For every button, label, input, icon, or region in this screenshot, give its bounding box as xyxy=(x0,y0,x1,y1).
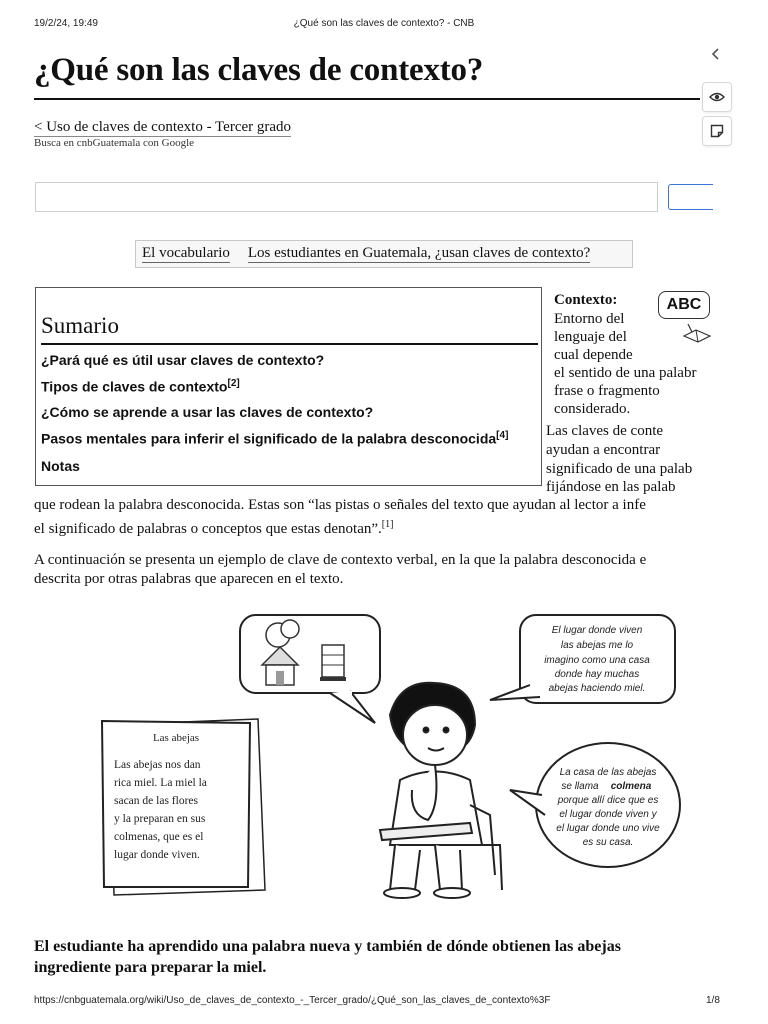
paragraph-line: fijándose en las palab xyxy=(546,479,676,495)
bubble-text: el lugar donde uno vive xyxy=(556,823,660,834)
page-title: ¿Qué son las claves de contexto? xyxy=(34,52,484,88)
bubble-text: imagino como una casa xyxy=(544,655,650,666)
abc-book-icon: ABC xyxy=(658,291,710,319)
definition-line: Entorno del xyxy=(554,311,625,327)
definition-term: Contexto: xyxy=(554,292,618,308)
definition-line: frase o fragmento xyxy=(554,383,660,399)
related-links-box xyxy=(135,240,633,268)
footnote-link[interactable]: [1] xyxy=(381,519,394,530)
bubble-text: las abejas me lo xyxy=(560,640,634,651)
paragraph-line: el significado de palabras o conceptos que estas denotan”.[1] xyxy=(34,519,394,537)
definition-line: lenguaje del xyxy=(554,329,627,345)
bubble-text: La casa de las abejas xyxy=(559,767,657,778)
paragraph-line: ayudan a encontrar xyxy=(546,442,661,458)
definition-line: cual depende xyxy=(554,347,633,363)
definition-line: el sentido de una palabr xyxy=(554,365,697,381)
card-line: colmenas, que es el xyxy=(114,831,204,843)
print-page-title: ¿Qué son las claves de contexto? - CNB xyxy=(293,18,475,29)
sticky-note-icon xyxy=(709,123,725,139)
note-button[interactable] xyxy=(702,116,732,146)
paragraph-line: A continuación se presenta un ejemplo de clave de contexto verbal, en la que la palabra desconocida e xyxy=(34,552,647,568)
eye-icon xyxy=(709,89,725,105)
thought-bubble xyxy=(240,615,380,723)
bubble-text: abejas haciendo miel. xyxy=(548,683,646,694)
paragraph-line: descrita por otras palabras que aparecen en el texto. xyxy=(34,571,344,587)
conclusion-line: ingrediente para preparar la miel. xyxy=(34,959,267,976)
search-input[interactable] xyxy=(35,182,658,212)
table-of-contents xyxy=(35,287,542,486)
view-button[interactable] xyxy=(702,82,732,112)
open-book-icon xyxy=(680,318,712,344)
definition-line: considerado. xyxy=(554,401,631,417)
card-line: sacan de las flores xyxy=(114,795,198,807)
speech-bubble-bottom xyxy=(510,743,680,867)
speech-bubble-top xyxy=(490,615,675,703)
conclusion-text xyxy=(34,936,712,978)
card-title: Las abejas xyxy=(152,732,200,744)
collapse-panel-button[interactable] xyxy=(702,40,730,68)
bubble-text: el lugar donde viven y xyxy=(559,809,657,820)
toc-item[interactable]: Notas xyxy=(41,458,80,474)
print-url: https://cnbguatemala.org/wiki/Uso_de_claves_de_contexto_-_Tercer_grado/¿Qué_son_las_claves_de_contexto%3F xyxy=(34,995,551,1006)
card-line: lugar donde viven. xyxy=(114,849,200,861)
card-line: Las abejas nos dan xyxy=(114,759,201,771)
toc-title: Sumario xyxy=(41,313,119,338)
title-divider xyxy=(34,98,700,100)
reading-card xyxy=(102,719,265,895)
bubble-text: se llama xyxy=(561,781,599,792)
search-hint: Busca en cnbGuatemala con Google xyxy=(34,137,195,149)
paragraph-line: que rodean la palabra desconocida. Estas son “las pistas o señales del texto que ayudan al lector a infe xyxy=(34,497,646,513)
bubble-text-highlight: colmena xyxy=(610,781,652,792)
chevron-left-icon xyxy=(708,46,724,62)
search-button[interactable] xyxy=(668,184,713,210)
beehive-icon xyxy=(320,645,346,681)
toc-item[interactable]: ¿Cómo se aprende a usar las claves de contexto? xyxy=(41,404,374,420)
bubble-text: porque allí dice que es xyxy=(557,795,659,806)
back-link[interactable]: < Uso de claves de contexto - Tercer grado xyxy=(34,119,292,135)
nav-link-estudiantes[interactable]: Los estudiantes en Guatemala, ¿usan claves de contexto? xyxy=(247,245,591,261)
toc-divider xyxy=(41,343,538,345)
toc-item[interactable]: Tipos de claves de contexto[2] xyxy=(41,378,240,395)
toc-item[interactable]: Pasos mentales para inferir el significado de la palabra desconocida[4] xyxy=(41,430,509,447)
student-figure xyxy=(380,683,502,898)
context-clue-illustration xyxy=(90,605,690,905)
toc-item[interactable]: ¿Pará qué es útil usar claves de contexto? xyxy=(41,352,325,368)
paragraph-line: significado de una palab xyxy=(546,461,693,477)
bubble-text: donde hay muchas xyxy=(554,669,640,680)
conclusion-line: El estudiante ha aprendido una palabra nueva y también de dónde obtienen las abejas xyxy=(34,938,621,955)
bubble-text: El lugar donde viven xyxy=(551,625,643,636)
print-page-number: 1/8 xyxy=(706,995,720,1006)
bubble-text: es su casa. xyxy=(582,837,634,848)
nav-link-vocabulario[interactable]: El vocabulario xyxy=(142,245,230,261)
paragraph-line: Las claves de conte xyxy=(546,423,664,439)
card-line: rica miel. La miel la xyxy=(114,777,207,789)
print-datetime: 19/2/24, 19:49 xyxy=(34,18,98,29)
card-line: y la preparan en sus xyxy=(114,813,206,825)
